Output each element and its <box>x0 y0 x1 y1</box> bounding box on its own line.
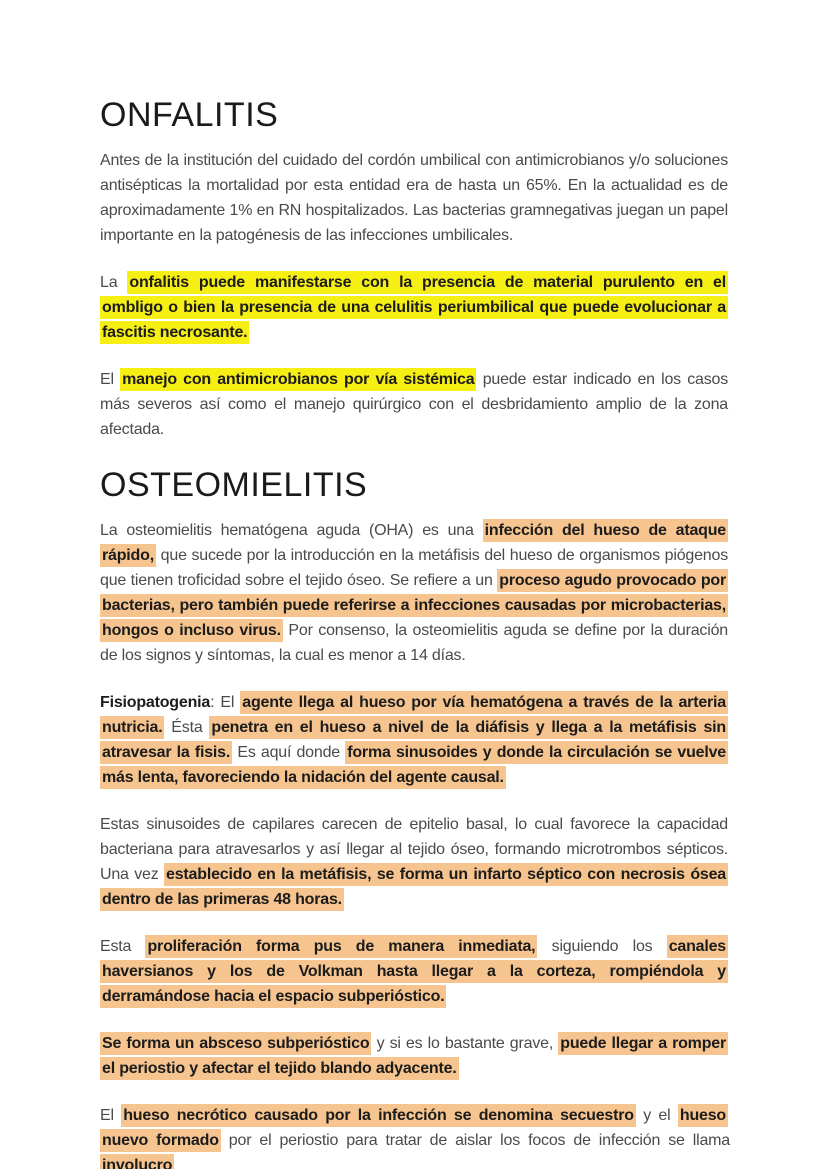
body-text: y el <box>635 1107 678 1124</box>
body-text: puede estar indicado en los casos más severos así como el manejo quirúrgico con el desbridamiento amplio de la zona afectada. <box>100 371 729 438</box>
body-text: que sucede por la introducción en la metáfisis del hueso de organismos piógenos que tienen troficidad sobre el tejido óseo. Se refiere a un <box>100 547 728 589</box>
highlighted-text-orange: agente llega al hueso por vía hematógena a través de la arteria nutricia. <box>100 691 728 739</box>
body-text: La osteomielitis hematógena aguda (OHA) es una <box>100 522 483 539</box>
body-text: por el periostio para tratar de aislar los focos de infección se llama <box>220 1132 730 1149</box>
paragraph <box>100 812 728 912</box>
body-text: Es aquí donde <box>232 744 346 761</box>
highlighted-text-orange: puede llegar a romper el periostio y afectar el tejido blando adyacente. <box>100 1032 728 1080</box>
page-content <box>100 96 728 1169</box>
paragraph <box>100 367 728 442</box>
paragraph <box>100 690 728 790</box>
highlighted-text-orange: proliferación forma pus de manera inmediata, <box>145 935 537 958</box>
section-heading-onfalitis: ONFALITIS <box>100 96 279 134</box>
section-body-onfalitis <box>100 148 728 442</box>
body-text: Ésta <box>164 719 210 736</box>
body-text: Antes de la institución del cuidado del cordón umbilical con antimicrobianos y/o soluciones antisépticas la mortalidad por esta entidad era de hasta un 65%. En la actualidad es de aproximadamente 1% en RN hospitalizados. Las bacterias gramnegativas juegan un papel importante en la patogénesis de las infecciones umbilicales. <box>100 152 728 244</box>
highlighted-text-orange: canales haversianos y los de Volkman hasta llegar a la corteza, rompiéndola y derramándose hacia el espacio subperióstico. <box>100 935 728 1008</box>
bold-label: Fisiopatogenia <box>100 694 211 711</box>
section-onfalitis <box>100 96 728 442</box>
paragraph <box>100 934 728 1009</box>
highlighted-text-orange: involucro <box>100 1154 174 1169</box>
body-text: La <box>100 274 128 291</box>
body-text: : El <box>210 694 241 711</box>
highlighted-text-orange: hueso nuevo formado <box>100 1104 728 1152</box>
paragraph <box>100 270 728 345</box>
highlighted-text-orange: hueso necrótico causado por la infección se denomina secuestro <box>121 1104 636 1127</box>
body-text: El <box>100 371 121 388</box>
body-text: Estas sinusoides de capilares carecen de epitelio basal, lo cual favorece la capacidad bacteriana para atravesarlos y así llegar al tejido óseo, formando microtrombos sépticos. Una vez <box>100 816 728 883</box>
highlighted-text-orange: Se forma un absceso subperióstico <box>100 1032 371 1055</box>
paragraph <box>100 148 728 248</box>
body-text: Esta <box>100 938 146 955</box>
highlighted-text-orange: proceso agudo provocado por bacterias, pero también puede referirse a infecciones causadas por microbacterias, hongos o incluso virus. <box>100 569 728 642</box>
body-text: Por consenso, la osteomielitis aguda se define por la duración de los signos y síntomas, la cual es menor a 14 días. <box>100 622 728 664</box>
highlighted-text-orange: infección del hueso de ataque rápido, <box>100 519 728 567</box>
section-osteomielitis <box>100 466 728 1169</box>
paragraph <box>100 518 728 668</box>
highlighted-text-yellow: onfalitis puede manifestarse con la presencia de material purulento en el ombligo o bien la presencia de una celulitis periumbilical que puede evolucionar a fascitis necrosante. <box>100 271 728 344</box>
highlighted-text-yellow: manejo con antimicrobianos por vía sistémica <box>120 368 476 391</box>
section-heading-osteomielitis: OSTEOMIELITIS <box>100 466 368 504</box>
highlighted-text-orange: forma sinusoides y donde la circulación se vuelve más lenta, favoreciendo la nidación del agente causal. <box>100 741 728 789</box>
paragraph <box>100 1031 728 1081</box>
body-text: El <box>100 1107 122 1124</box>
highlighted-text-orange: establecido en la metáfisis, se forma un infarto séptico con necrosis ósea dentro de las primeras 48 horas. <box>100 863 728 911</box>
paragraph <box>100 1103 728 1169</box>
body-text: siguiendo los <box>537 938 667 955</box>
section-body-osteomielitis <box>100 518 728 1169</box>
body-text: y si es lo bastante grave, <box>371 1035 559 1052</box>
highlighted-text-orange: penetra en el hueso a nivel de la diáfisis y llega a la metáfisis sin atravesar la fisis. <box>100 716 728 764</box>
